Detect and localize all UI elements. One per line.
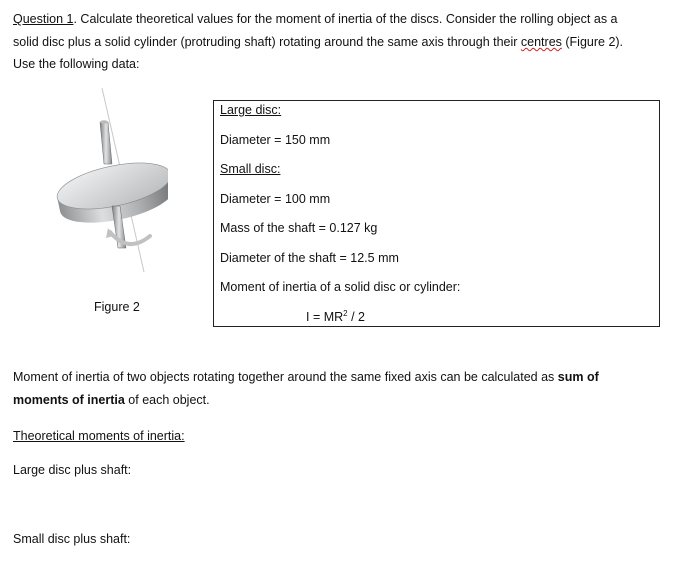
small-disc-diameter: Diameter = 100 mm (220, 192, 331, 206)
shaft-diameter: Diameter of the shaft = 12.5 mm (220, 251, 399, 265)
spinning-disc-illustration (48, 86, 168, 276)
figure-caption: Figure 2 (94, 300, 140, 314)
shaft-mass: Mass of the shaft = 0.127 kg (220, 221, 378, 235)
formula-tail: / 2 (347, 310, 365, 325)
data-table-box (213, 100, 660, 327)
formula-label: Moment of inertia of a solid disc or cylinder: (220, 280, 461, 294)
question-line-1 (13, 8, 618, 31)
sum-bold-1: sum of (557, 370, 599, 384)
question-line-2-end: (Figure 2). (561, 35, 624, 49)
sum-bold-2: moments of inertia (13, 393, 125, 407)
question-label: Question 1 (13, 12, 74, 26)
question-line-2-text: solid disc plus a solid cylinder (protruding shaft) rotating around the same axis through their (13, 35, 521, 49)
large-disc-diameter: Diameter = 150 mm (220, 133, 331, 147)
question-line-2 (13, 31, 623, 54)
sum-text: Moment of inertia of two objects rotating together around the same fixed axis can be calculated as (13, 370, 558, 384)
sum-line-1 (13, 366, 599, 389)
sum-line-2 (13, 389, 210, 412)
sum-text-end: of each object. (124, 393, 210, 407)
formula-exponent: 2 (343, 309, 348, 318)
formula-main: I = MR (306, 310, 344, 325)
figure-2-image (48, 86, 168, 276)
theoretical-heading: Theoretical moments of inertia: (13, 429, 185, 443)
small-disc-heading: Small disc: (220, 162, 281, 176)
large-disc-heading: Large disc: (220, 103, 282, 117)
small-disc-shaft-label: Small disc plus shaft: (13, 532, 131, 546)
question-line-3: Use the following data: (13, 57, 140, 71)
formula (306, 309, 365, 324)
spellcheck-word: centres (520, 35, 562, 49)
large-disc-shaft-label: Large disc plus shaft: (13, 463, 132, 477)
question-line-1-text: . Calculate theoretical values for the moment of inertia of the discs. Consider the rolling object as a (73, 12, 618, 26)
